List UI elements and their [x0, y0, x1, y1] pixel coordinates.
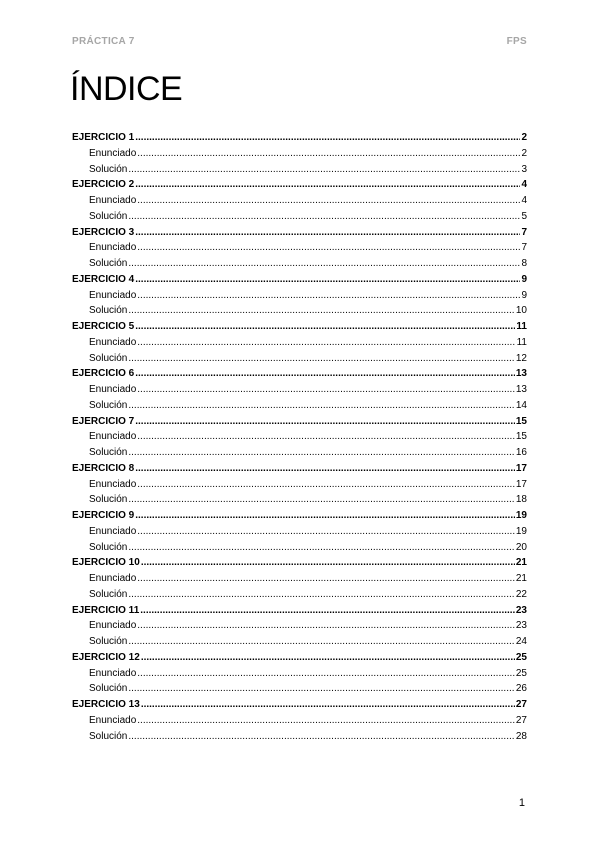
toc-entry-label: EJERCICIO 7	[72, 415, 135, 427]
toc-entry-label: EJERCICIO 2	[72, 179, 135, 191]
toc-entry-section[interactable]	[72, 492, 527, 508]
toc-entry-page: 5	[521, 210, 527, 222]
page-title: ÍNDICE	[70, 70, 183, 108]
toc-entry-page: 2	[521, 147, 527, 159]
toc-entry-page: 25	[515, 667, 527, 679]
toc-leader-dots	[137, 288, 520, 304]
toc-entry-label: Enunciado	[89, 714, 137, 726]
header-course-label: PRÁCTICA 7	[72, 36, 135, 47]
toc-entry-label: Enunciado	[89, 620, 137, 632]
toc-entry-section[interactable]	[72, 288, 527, 304]
toc-entry-label: Enunciado	[89, 478, 137, 490]
toc-leader-dots	[128, 445, 515, 461]
toc-entry-section[interactable]	[72, 571, 527, 587]
toc-leader-dots	[137, 713, 515, 729]
toc-entry-page: 11	[516, 321, 527, 332]
toc-entry-page: 2	[521, 132, 527, 143]
toc-leader-dots	[140, 603, 515, 619]
toc-entry-page: 22	[515, 588, 527, 600]
toc-entry-page: 18	[515, 494, 527, 506]
toc-entry-label: Solución	[89, 447, 128, 458]
toc-entry-page: 21	[515, 557, 527, 569]
toc-entry-section[interactable]	[72, 256, 527, 272]
toc-entry-exercise[interactable]	[72, 366, 527, 382]
toc-leader-dots	[128, 256, 520, 272]
toc-entry-label: EJERCICIO 3	[72, 226, 135, 238]
toc-entry-page: 17	[515, 462, 527, 474]
toc-entry-label: Solución	[89, 588, 128, 600]
toc-leader-dots	[128, 492, 515, 508]
toc-entry-section[interactable]	[72, 193, 527, 209]
toc-leader-dots	[128, 540, 515, 556]
toc-leader-dots	[128, 634, 515, 650]
toc-entry-label: EJERCICIO 4	[72, 273, 135, 285]
toc-entry-page: 11	[516, 336, 527, 348]
toc-leader-dots	[137, 477, 515, 493]
toc-entry-exercise[interactable]	[72, 650, 527, 666]
toc-entry-exercise[interactable]	[72, 697, 527, 713]
toc-leader-dots	[137, 524, 515, 540]
toc-entry-section[interactable]	[72, 634, 527, 650]
toc-entry-label: Solución	[89, 494, 128, 506]
toc-entry-page: 28	[515, 730, 527, 742]
toc-leader-dots	[137, 382, 515, 398]
toc-leader-dots	[128, 587, 515, 603]
toc-entry-page: 24	[515, 636, 527, 647]
toc-entry-section[interactable]	[72, 524, 527, 540]
toc-leader-dots	[128, 303, 515, 319]
toc-entry-section[interactable]	[72, 618, 527, 634]
toc-entry-exercise[interactable]	[72, 319, 527, 335]
toc-entry-label: Enunciado	[89, 195, 137, 206]
toc-entry-label: EJERCICIO 6	[72, 368, 135, 380]
toc-entry-section[interactable]	[72, 477, 527, 493]
toc-entry-page: 16	[515, 447, 527, 458]
toc-leader-dots	[128, 398, 515, 414]
toc-entry-section[interactable]	[72, 587, 527, 603]
toc-leader-dots	[137, 193, 520, 209]
toc-entry-page: 26	[515, 683, 527, 695]
toc-leader-dots	[137, 618, 515, 634]
toc-entry-page: 17	[515, 478, 527, 490]
toc-leader-dots	[135, 414, 515, 430]
toc-entry-section[interactable]	[72, 240, 527, 256]
toc-entry-label: Enunciado	[89, 289, 137, 301]
toc-entry-exercise[interactable]	[72, 461, 527, 477]
toc-entry-label: EJERCICIO 12	[72, 651, 140, 663]
toc-entry-page: 4	[521, 195, 527, 206]
toc-leader-dots	[141, 697, 515, 713]
toc-leader-dots	[135, 272, 520, 288]
toc-entry-section[interactable]	[72, 351, 527, 367]
toc-entry-page: 12	[515, 352, 527, 364]
table-of-contents	[72, 130, 527, 744]
toc-entry-page: 23	[515, 604, 527, 616]
toc-entry-label: Solución	[89, 399, 128, 411]
toc-entry-label: EJERCICIO 8	[72, 462, 135, 474]
toc-entry-page: 9	[521, 273, 527, 285]
toc-leader-dots	[135, 366, 515, 382]
toc-leader-dots	[137, 571, 515, 587]
toc-entry-page: 13	[515, 384, 527, 395]
toc-entry-page: 19	[515, 525, 527, 537]
toc-leader-dots	[135, 130, 520, 146]
toc-leader-dots	[137, 666, 515, 682]
toc-entry-exercise[interactable]	[72, 272, 527, 288]
toc-leader-dots	[135, 177, 520, 193]
toc-entry-label: Enunciado	[89, 573, 137, 584]
toc-leader-dots	[135, 225, 520, 241]
toc-entry-label: EJERCICIO 13	[72, 699, 140, 710]
toc-entry-label: Solución	[89, 636, 128, 647]
toc-entry-section[interactable]	[72, 335, 527, 351]
toc-leader-dots	[128, 162, 520, 178]
toc-entry-page: 8	[521, 258, 527, 269]
toc-entry-exercise[interactable]	[72, 225, 527, 241]
toc-entry-page: 27	[515, 714, 527, 726]
toc-entry-label: Enunciado	[89, 667, 137, 679]
toc-entry-page: 7	[521, 242, 527, 254]
toc-entry-page: 27	[515, 699, 527, 710]
toc-entry-label: Solución	[89, 730, 128, 742]
toc-entry-label: Enunciado	[89, 147, 137, 159]
toc-leader-dots	[137, 146, 520, 162]
toc-entry-label: Solución	[89, 210, 128, 222]
toc-leader-dots	[141, 650, 515, 666]
toc-entry-section[interactable]	[72, 729, 527, 745]
toc-entry-label: EJERCICIO 5	[72, 321, 135, 332]
toc-entry-exercise[interactable]	[72, 414, 527, 430]
toc-entry-page: 3	[521, 163, 527, 175]
toc-leader-dots	[128, 351, 515, 367]
toc-entry-page: 15	[515, 415, 527, 427]
toc-entry-label: Enunciado	[89, 242, 137, 254]
toc-entry-section[interactable]	[72, 162, 527, 178]
toc-entry-section[interactable]	[72, 146, 527, 162]
toc-entry-label: Enunciado	[89, 525, 137, 537]
toc-entry-exercise[interactable]	[72, 603, 527, 619]
toc-entry-page: 13	[515, 368, 527, 380]
toc-entry-page: 14	[515, 399, 527, 411]
toc-entry-label: Solución	[89, 305, 128, 317]
toc-entry-section[interactable]	[72, 209, 527, 225]
toc-entry-label: EJERCICIO 9	[72, 510, 135, 521]
toc-entry-page: 15	[515, 431, 527, 443]
toc-entry-section[interactable]	[72, 303, 527, 319]
toc-entry-section[interactable]	[72, 681, 527, 697]
toc-entry-label: EJERCICIO 10	[72, 557, 140, 569]
toc-leader-dots	[128, 209, 520, 225]
toc-entry-label: Solución	[89, 163, 128, 175]
toc-leader-dots	[137, 335, 515, 351]
toc-entry-label: Enunciado	[89, 384, 137, 395]
toc-leader-dots	[128, 729, 515, 745]
toc-entry-exercise[interactable]	[72, 177, 527, 193]
toc-entry-page: 23	[515, 620, 527, 632]
toc-entry-section[interactable]	[72, 540, 527, 556]
toc-entry-section[interactable]	[72, 666, 527, 682]
toc-entry-exercise[interactable]	[72, 555, 527, 571]
toc-entry-page: 7	[521, 226, 527, 238]
toc-entry-page: 10	[515, 305, 527, 317]
toc-entry-label: EJERCICIO 1	[72, 132, 135, 143]
toc-entry-section[interactable]	[72, 713, 527, 729]
toc-entry-label: Solución	[89, 352, 128, 364]
toc-entry-page: 9	[521, 289, 527, 301]
toc-entry-section[interactable]	[72, 398, 527, 414]
toc-leader-dots	[135, 319, 515, 335]
toc-entry-page: 20	[515, 541, 527, 553]
header-subject-label: FPS	[506, 36, 527, 47]
toc-entry-section[interactable]	[72, 445, 527, 461]
toc-leader-dots	[137, 429, 515, 445]
toc-leader-dots	[137, 240, 520, 256]
toc-entry-exercise[interactable]	[72, 130, 527, 146]
toc-entry-section[interactable]	[72, 382, 527, 398]
toc-entry-label: Solución	[89, 541, 128, 553]
toc-entry-page: 25	[515, 651, 527, 663]
toc-leader-dots	[135, 508, 515, 524]
toc-entry-section[interactable]	[72, 429, 527, 445]
toc-leader-dots	[135, 461, 515, 477]
toc-leader-dots	[128, 681, 515, 697]
toc-entry-label: Solución	[89, 258, 128, 269]
toc-entry-label: Solución	[89, 683, 128, 695]
toc-entry-label: Enunciado	[89, 336, 137, 348]
page-number: 1	[518, 797, 525, 809]
toc-entry-label: Enunciado	[89, 431, 137, 443]
toc-entry-page: 19	[515, 510, 527, 521]
toc-entry-page: 21	[515, 573, 527, 584]
toc-entry-page: 4	[521, 179, 527, 191]
toc-entry-exercise[interactable]	[72, 508, 527, 524]
toc-leader-dots	[141, 555, 515, 571]
toc-entry-label: EJERCICIO 11	[72, 604, 140, 616]
